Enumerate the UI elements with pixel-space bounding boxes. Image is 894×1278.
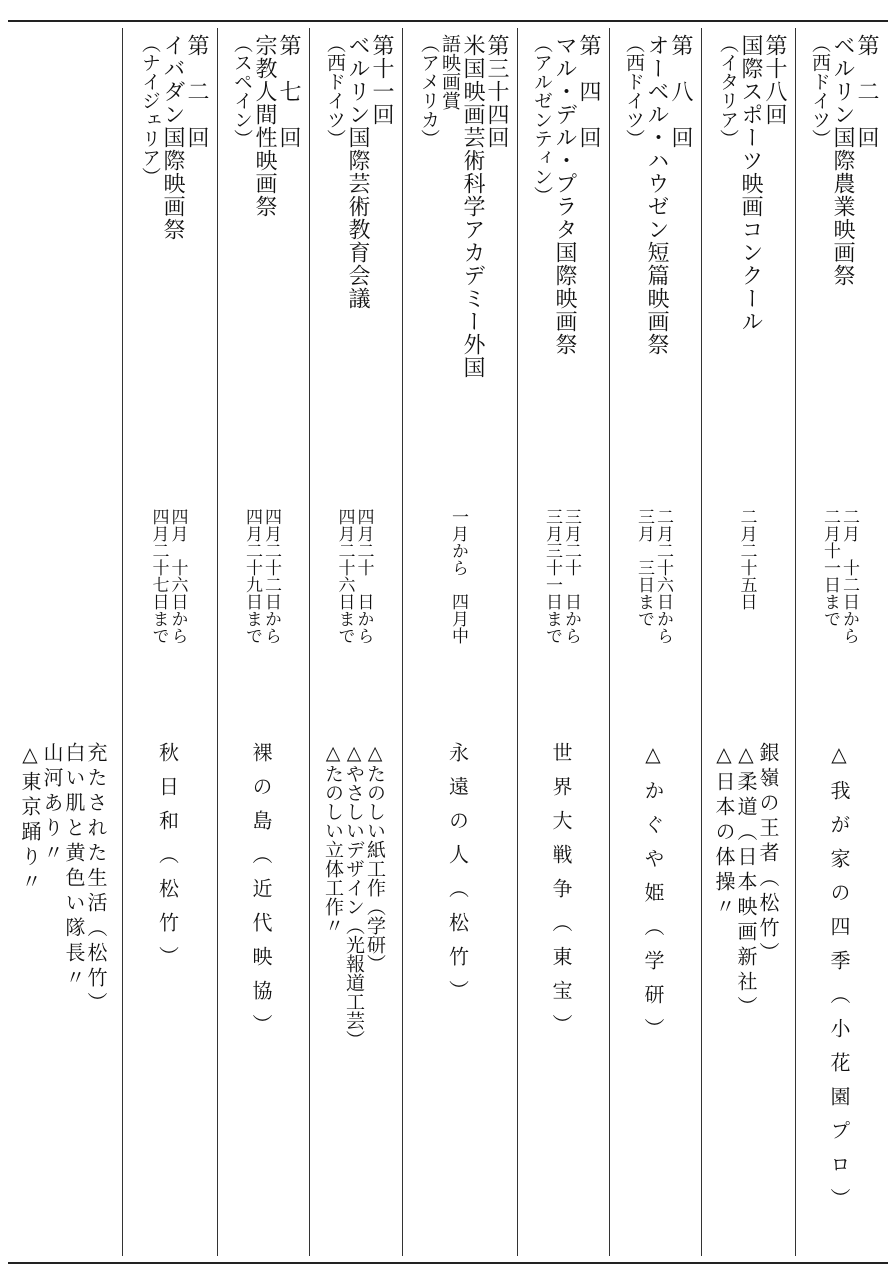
festival-name-line: ベルリン国際農業映画祭 [830,34,855,287]
festival-edition: 第三十四回 [484,34,509,149]
film-title: 世界大戦争（東宝） [549,742,573,1048]
films-cell [615,742,691,1162]
column-divider [309,28,310,1256]
festival-edition: 第十一回 [369,34,394,126]
film-title: △かぐや姫（学研） [641,742,665,1052]
top-rule [8,20,888,22]
dates-cell [408,508,507,708]
festival-cell [128,34,207,404]
festival-edition: 第 二 回 [854,34,879,149]
film-title: △柔道（日本映画新社） [734,742,758,1021]
festival-cell [315,34,392,404]
films-cell [523,742,599,1162]
festival-edition: 第 二 回 [184,34,209,149]
festival-name-line: （スペイン） [231,34,253,148]
festival-name-line: 語映画賞 [439,34,461,110]
column-divider [701,28,702,1256]
film-title: △たのしい立体工作〃 [322,742,344,935]
films-cell [223,742,299,1162]
festival-name-line: （アルゼンティン） [531,34,553,205]
date-line: 三月 三日まで [634,508,654,627]
festival-edition: 第十八回 [762,34,787,126]
films-cell [707,742,785,1162]
date-line: 二月十一日まで [820,508,840,627]
dates-cell [523,508,599,708]
festival-cell [14,34,112,404]
festival-name-line: （アメリカ） [418,34,440,148]
festival-name-line: ベルリン国際芸術教育会議 [345,34,370,310]
film-title: △やさしいデザイン（光報道工芸） [343,742,365,1049]
films-cell [128,742,207,1162]
festival-cell [801,34,877,404]
festival-edition: 第 四 回 [576,34,601,149]
date-line: 二月二十六日から [653,508,673,644]
dates-cell [128,508,207,708]
films-cell [14,742,112,1162]
column-divider [122,28,123,1256]
film-title: 銀嶺の王者（松竹） [756,742,780,967]
festival-name-line: 米国映画芸術科学アカデミー外国 [460,34,485,379]
festival-name-line: （西ドイツ） [623,34,645,148]
dates-cell [707,508,785,708]
festival-cell [707,34,785,404]
bottom-rule [8,1262,888,1264]
column-divider [217,28,218,1256]
festival-name-line: （西ドイツ） [809,34,831,148]
films-cell [315,742,392,1162]
film-title: 白い肌と黄色い隊長〃 [62,742,86,992]
festival-name-line: （イタリア） [717,34,739,148]
dates-cell [14,508,112,708]
date-line: 二月二十五日 [736,508,757,610]
festival-name-line: イバダン国際映画祭 [160,34,185,241]
date-line: 二月 十二日から [839,508,859,644]
dates-cell [223,508,299,708]
date-line: 三月三十一日まで [542,508,562,644]
festival-cell [523,34,599,404]
date-line: 四月 十六日から [167,508,188,644]
column-divider [517,28,518,1256]
column-divider [609,28,610,1256]
film-title: △東京踊り〃 [18,742,42,896]
date-line: 四月二十六日まで [334,508,355,644]
festival-name-line: マル・デル・プラタ国際映画祭 [552,34,577,356]
date-line: 四月二十九日まで [242,508,262,644]
festival-cell [223,34,299,404]
column-divider [402,28,403,1256]
festival-edition: 第 七 回 [276,34,301,149]
festival-cell [408,34,507,404]
date-line: 四月二十 日から [353,508,374,644]
festival-cell [615,34,691,404]
dates-cell [801,508,877,708]
film-title: △たのしい紙工作（学研） [364,742,386,973]
films-cell [408,742,507,1162]
film-title: 山河あり〃 [40,742,64,867]
films-cell [801,742,877,1222]
date-line: 三月二十 日から [561,508,581,644]
film-title: 永遠の人（松竹） [445,742,470,1014]
festival-name-line: オーベル・ハウゼン短篇映画祭 [644,34,669,356]
film-title: △日本の体操〃 [712,742,736,921]
festival-name-line: （ナイジェリア） [139,34,161,186]
film-title: 充たされた生活（松竹） [84,742,108,1017]
dates-cell [315,508,392,708]
festival-name-line: 国際スポーツ映画コンクール [738,34,763,333]
film-title: △我が家の四季（小花園プロ） [827,742,851,1222]
date-line: 四月二十二日から [261,508,281,644]
date-line: 四月二十七日まで [148,508,169,644]
column-divider [795,28,796,1256]
date-line: 一月から 四月中 [448,508,468,644]
film-title: 裸の島（近代映協） [249,742,273,1048]
festival-edition: 第 八 回 [668,34,693,149]
dates-cell [615,508,691,708]
festival-name-line: （西ドイツ） [324,34,346,148]
film-title: 秋日和（松竹） [155,742,180,980]
festival-name-line: 宗教人間性映画祭 [252,34,277,218]
